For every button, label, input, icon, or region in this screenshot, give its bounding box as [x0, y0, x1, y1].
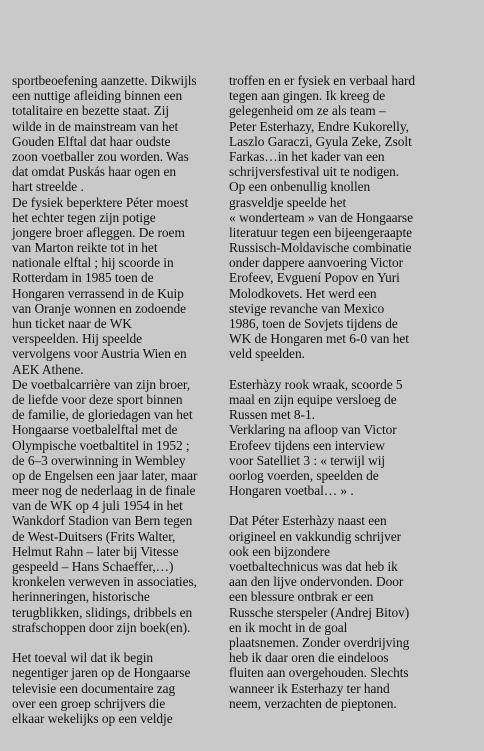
text-line: veld speelden.: [229, 346, 305, 362]
text-line: WK de Hongaren met 6-0 van het: [229, 331, 409, 347]
text-line: Russche sterspeler (Andrej Bitov): [229, 604, 410, 620]
paragraph-gap: [12, 635, 234, 650]
text-line: Erofeev, Evguení Popov en Yuri: [229, 270, 400, 286]
text-line: fluiten aan overgehouden. Slechts: [229, 665, 409, 681]
text-line: meer nog de nederlaag in de finale: [12, 483, 196, 499]
text-line: Hongaren verrassend in de Kuip: [12, 285, 184, 301]
text-line: van Oranje wonnen en zodoende: [12, 300, 187, 316]
text-line: dat omdat Puskás haar ogen en: [12, 164, 177, 180]
text-line: stevige revanche van Mexico: [229, 300, 385, 316]
text-line: een nuttige afleiding binnen een: [12, 88, 183, 104]
text-line: Esterhàzy rook wraak, scoorde 5: [229, 376, 403, 392]
text-line: gelegenheid om ze als team –: [229, 103, 386, 119]
text-line: hun ticket naar de WK: [12, 316, 132, 331]
text-line: wilde in de mainstream van het: [12, 118, 179, 134]
text-line: aan den lijve ondervonden. Door: [229, 574, 404, 590]
text-line: televisie een documentaire zag: [12, 680, 176, 696]
text-line: van de WK op 4 juli 1954 in het: [12, 498, 183, 514]
text-line: jongere broer afleggen. De roem: [12, 224, 185, 240]
text-line: voetbaltechnicus was dat heb ik: [229, 559, 398, 574]
text-line: Hongaarse voetbalelftal met de: [12, 422, 178, 438]
text-line: tegen aan gingen. Ik kreeg de: [229, 88, 386, 104]
text-line: Verklaring na afloop van Victor: [229, 422, 397, 438]
paragraph-gap: [229, 498, 461, 513]
text-line: gespeeld – Hans Schaeffer,…): [12, 559, 174, 574]
text-line: strafschoppen door zijn boek(en).: [12, 619, 191, 635]
text-line: over een groep schrijvers die: [12, 695, 166, 711]
text-line: ook een bijzondere: [229, 543, 330, 559]
text-line: Farkas…in het kader van een: [229, 148, 385, 164]
text-line: van Marton reikte tot in het: [12, 240, 158, 256]
text-line: verspeelden. Hij speelde: [12, 331, 143, 347]
text-line: elkaar wekelijks op een veldje: [12, 710, 173, 726]
text-line: sportbeoefening aanzette. Dikwijls: [12, 73, 197, 88]
text-line: maal en zijn equipe versloeg de: [229, 391, 397, 407]
text-line: het echter tegen zijn potige: [12, 209, 156, 225]
text-line: Het toeval wil dat ik begin: [12, 650, 154, 666]
text-line: Hongaren voetbal… » .: [229, 483, 354, 499]
text-line: troffen en er fysiek en verbaal hard: [229, 73, 416, 88]
text-line: De voetbalcarrière van zijn broer,: [12, 376, 191, 392]
text-line: heb ik daar oren die eindeloos: [229, 650, 389, 666]
text-line: AEK Athene.: [12, 361, 84, 377]
text-line: Op een onbenullig knollen: [229, 179, 371, 195]
text-line: Olympische voetbaltitel in 1952 ;: [12, 437, 190, 453]
text-line: De fysiek beperktere Péter moest: [12, 194, 189, 210]
text-line: neem, verzachten de pieptonen.: [229, 695, 397, 711]
text-line: Russen met 8-1.: [229, 407, 315, 423]
text-line: Erofeev tijdens een interview: [229, 437, 385, 453]
text-line: een blessure ontbrak er een: [229, 589, 374, 605]
text-line: literatuur tegen een bijeengeraapte: [229, 224, 413, 240]
text-line: voor Satelliet 3 : « terwijl wij: [229, 452, 386, 468]
text-line: schrijversfestival uit te nodigen.: [229, 164, 400, 180]
text-line: zoon voetballer zou worden. Was: [12, 148, 189, 164]
left-text-column: [12, 73, 234, 726]
text-line: herinneringen, historische: [12, 589, 150, 605]
text-line: Molodkovets. Het werd een: [229, 285, 377, 301]
text-line: « wonderteam » van de Hongaarse: [229, 209, 413, 225]
text-line: Russisch-Moldavische combinatie: [229, 240, 412, 256]
text-line: op de Engelsen een jaar later, maar: [12, 467, 198, 483]
text-line: de liefde voor deze sport binnen: [12, 391, 183, 407]
text-line: de 6–3 overwinning in Wembley: [12, 452, 186, 468]
text-line: hart streelde .: [12, 179, 84, 195]
text-line: Peter Esterhazy, Endre Kukorelly,: [229, 118, 409, 134]
text-line: Laszlo Garaczi, Gyula Zeke, Zsolt: [229, 133, 412, 149]
text-line: wanneer ik Esterhazy ter hand: [229, 680, 390, 696]
text-line: kronkelen verweven in associaties,: [12, 574, 197, 590]
text-line: totalitaire en bezette staat. Zij: [12, 103, 170, 119]
text-line: Helmut Rahn – later bij Vitesse: [12, 543, 179, 559]
text-line: en ik mocht in de goal: [229, 619, 348, 635]
text-line: grasveldje speelde het: [229, 194, 347, 210]
text-line: Gouden Elftal dat haar oudste: [12, 133, 171, 149]
text-line: Rotterdam in 1985 toen de: [12, 270, 154, 286]
text-line: vervolgens voor Austria Wien en: [12, 346, 187, 362]
text-line: negentiger jaren op de Hongaarse: [12, 665, 191, 681]
right-text-column: [229, 73, 461, 711]
text-line: origineel en vakkundig schrijver: [229, 528, 402, 544]
text-line: nationale elftal ; hij scoorde in: [12, 255, 174, 271]
text-line: de West-Duitsers (Frits Walter,: [12, 528, 176, 544]
text-line: onder dappere aanvoering Victor: [229, 255, 404, 271]
text-line: plaatsnemen. Zonder overdrijving: [229, 634, 410, 650]
text-line: terugblikken, slidings, dribbels en: [12, 604, 193, 620]
text-line: 1986, toen de Sovjets tijdens de: [229, 316, 398, 331]
text-line: Wankdorf Stadion van Bern tegen: [12, 513, 193, 529]
text-line: Dat Péter Esterhàzy naast een: [229, 513, 387, 529]
paragraph-gap: [229, 362, 461, 377]
text-line: de familie, de gloriedagen van het: [12, 407, 193, 423]
text-line: oorlog voerden, speelden de: [229, 467, 379, 483]
